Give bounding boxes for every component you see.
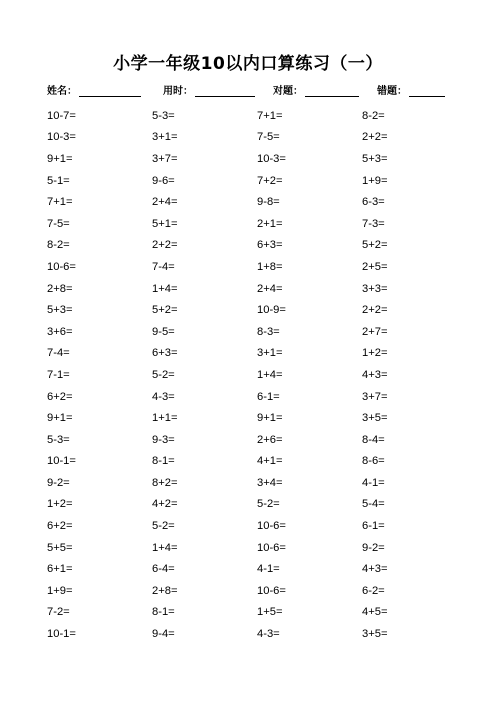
- arithmetic-problem: 5-3=: [152, 109, 175, 122]
- arithmetic-problem: 5-1=: [47, 174, 70, 187]
- arithmetic-problem: 10-6=: [257, 584, 286, 597]
- arithmetic-problem: 10-1=: [47, 628, 76, 641]
- arithmetic-problem: 2+1=: [257, 217, 283, 230]
- arithmetic-problem: 8-2=: [47, 239, 70, 252]
- arithmetic-problem: 9+1=: [47, 152, 73, 165]
- arithmetic-problem: 4-1=: [257, 563, 280, 576]
- arithmetic-problem: 1+2=: [47, 498, 73, 511]
- arithmetic-problem: 1+2=: [362, 347, 388, 360]
- arithmetic-problem: 5+2=: [362, 239, 388, 252]
- arithmetic-problem: 1+1=: [152, 412, 178, 425]
- problem-row: [47, 537, 467, 559]
- arithmetic-problem: 9-2=: [47, 476, 70, 489]
- arithmetic-problem: 6+2=: [47, 390, 73, 403]
- arithmetic-problem: 8-1=: [152, 455, 175, 468]
- arithmetic-problem: 9-6=: [152, 174, 175, 187]
- problem-row: [47, 299, 467, 321]
- name-label: 姓名：: [47, 86, 77, 97]
- problem-row: [47, 580, 467, 602]
- arithmetic-problem: 10-6=: [257, 520, 286, 533]
- arithmetic-problem: 2+8=: [47, 282, 73, 295]
- problem-row: [47, 213, 467, 235]
- arithmetic-problem: 3+7=: [152, 152, 178, 165]
- arithmetic-problem: 10-1=: [47, 455, 76, 468]
- arithmetic-problem: 6+2=: [47, 520, 73, 533]
- arithmetic-problem: 2+2=: [152, 239, 178, 252]
- arithmetic-problem: 1+4=: [152, 541, 178, 554]
- arithmetic-problem: 3+1=: [152, 131, 178, 144]
- arithmetic-problem: 6-4=: [152, 563, 175, 576]
- arithmetic-problem: 4+3=: [362, 563, 388, 576]
- arithmetic-problem: 9-8=: [257, 196, 280, 209]
- arithmetic-problem: 2+8=: [152, 584, 178, 597]
- arithmetic-problem: 7+1=: [257, 109, 283, 122]
- problem-row: [47, 602, 467, 624]
- problem-row: [47, 429, 467, 451]
- arithmetic-problem: 9-5=: [152, 325, 175, 338]
- arithmetic-problem: 4-1=: [362, 476, 385, 489]
- arithmetic-problem: 7-1=: [47, 368, 70, 381]
- arithmetic-problem: 4-3=: [257, 628, 280, 641]
- arithmetic-problem: 9+1=: [47, 412, 73, 425]
- arithmetic-problem: 2+4=: [152, 196, 178, 209]
- arithmetic-problem: 1+9=: [47, 584, 73, 597]
- problem-row: [47, 105, 467, 127]
- arithmetic-problem: 4+3=: [362, 368, 388, 381]
- arithmetic-problem: 10-7=: [47, 109, 76, 122]
- arithmetic-problem: 4-3=: [152, 390, 175, 403]
- problem-row: [47, 623, 467, 645]
- problem-row: [47, 494, 467, 516]
- arithmetic-problem: 5+1=: [152, 217, 178, 230]
- arithmetic-problem: 5-2=: [152, 368, 175, 381]
- arithmetic-problem: 2+2=: [362, 304, 388, 317]
- arithmetic-problem: 3+4=: [257, 476, 283, 489]
- arithmetic-problem: 7-4=: [152, 260, 175, 273]
- arithmetic-problem: 5+3=: [47, 304, 73, 317]
- arithmetic-problem: 5-4=: [362, 498, 385, 511]
- arithmetic-problem: 3+6=: [47, 325, 73, 338]
- arithmetic-problem: 8-2=: [362, 109, 385, 122]
- arithmetic-problem: 4+1=: [257, 455, 283, 468]
- wrong-label: 错题：: [377, 86, 407, 97]
- arithmetic-problem: 3+5=: [362, 412, 388, 425]
- correct-label: 对题：: [273, 86, 303, 97]
- time-field[interactable]: [163, 82, 255, 97]
- problem-row: [47, 235, 467, 257]
- arithmetic-problem: 6-3=: [362, 196, 385, 209]
- problem-row: [47, 321, 467, 343]
- arithmetic-problem: 6-1=: [257, 390, 280, 403]
- arithmetic-problem: 1+4=: [152, 282, 178, 295]
- arithmetic-problem: 4+5=: [362, 606, 388, 619]
- arithmetic-problem: 5+2=: [152, 304, 178, 317]
- arithmetic-problem: 6+3=: [257, 239, 283, 252]
- arithmetic-problem: 3+7=: [362, 390, 388, 403]
- problem-row: [47, 386, 467, 408]
- problem-row: [47, 191, 467, 213]
- wrong-blank-line[interactable]: [409, 85, 445, 97]
- arithmetic-problem: 7+1=: [47, 196, 73, 209]
- arithmetic-problem: 2+4=: [257, 282, 283, 295]
- problem-row: [47, 256, 467, 278]
- problem-grid: [47, 105, 467, 645]
- arithmetic-problem: 3+3=: [362, 282, 388, 295]
- name-blank-line[interactable]: [79, 85, 141, 97]
- arithmetic-problem: 8+2=: [152, 476, 178, 489]
- problem-row: [47, 407, 467, 429]
- arithmetic-problem: 7+2=: [257, 174, 283, 187]
- arithmetic-problem: 2+2=: [362, 131, 388, 144]
- arithmetic-problem: 7-4=: [47, 347, 70, 360]
- problem-row: [47, 127, 467, 149]
- arithmetic-problem: 2+5=: [362, 260, 388, 273]
- arithmetic-problem: 3+5=: [362, 628, 388, 641]
- arithmetic-problem: 8-1=: [152, 606, 175, 619]
- problem-row: [47, 515, 467, 537]
- arithmetic-problem: 8-3=: [257, 325, 280, 338]
- problem-row: [47, 170, 467, 192]
- problem-row: [47, 558, 467, 580]
- name-field[interactable]: [47, 82, 141, 97]
- time-blank-line[interactable]: [195, 85, 255, 97]
- problem-row: [47, 278, 467, 300]
- arithmetic-problem: 2+7=: [362, 325, 388, 338]
- problem-row: [47, 343, 467, 365]
- arithmetic-problem: 7-5=: [47, 217, 70, 230]
- problem-row: [47, 472, 467, 494]
- arithmetic-problem: 10-3=: [47, 131, 76, 144]
- student-info-row: [47, 82, 451, 98]
- arithmetic-problem: 10-6=: [257, 541, 286, 554]
- time-label: 用时：: [163, 86, 193, 97]
- arithmetic-problem: 6+3=: [152, 347, 178, 360]
- arithmetic-problem: 7-2=: [47, 606, 70, 619]
- arithmetic-problem: 6-1=: [362, 520, 385, 533]
- arithmetic-problem: 5+5=: [47, 541, 73, 554]
- arithmetic-problem: 3+1=: [257, 347, 283, 360]
- arithmetic-problem: 6-2=: [362, 584, 385, 597]
- arithmetic-problem: 4+2=: [152, 498, 178, 511]
- arithmetic-problem: 9+1=: [257, 412, 283, 425]
- arithmetic-problem: 10-3=: [257, 152, 286, 165]
- arithmetic-problem: 1+4=: [257, 368, 283, 381]
- problem-row: [47, 148, 467, 170]
- arithmetic-problem: 9-3=: [152, 433, 175, 446]
- arithmetic-problem: 2+6=: [257, 433, 283, 446]
- arithmetic-problem: 5-2=: [257, 498, 280, 511]
- arithmetic-problem: 7-3=: [362, 217, 385, 230]
- page-title: 小学一年级10以内口算练习（一）: [113, 54, 383, 74]
- arithmetic-problem: 7-5=: [257, 131, 280, 144]
- arithmetic-problem: 8-6=: [362, 455, 385, 468]
- arithmetic-problem: 1+9=: [362, 174, 388, 187]
- correct-field[interactable]: [273, 82, 359, 97]
- arithmetic-problem: 6+1=: [47, 563, 73, 576]
- correct-blank-line[interactable]: [305, 85, 359, 97]
- arithmetic-problem: 9-4=: [152, 628, 175, 641]
- wrong-field[interactable]: [377, 82, 445, 97]
- arithmetic-problem: 5+3=: [362, 152, 388, 165]
- arithmetic-problem: 10-9=: [257, 304, 286, 317]
- arithmetic-problem: 10-6=: [47, 260, 76, 273]
- problem-row: [47, 364, 467, 386]
- arithmetic-problem: 8-4=: [362, 433, 385, 446]
- problem-row: [47, 451, 467, 473]
- arithmetic-problem: 1+8=: [257, 260, 283, 273]
- arithmetic-problem: 9-2=: [362, 541, 385, 554]
- arithmetic-problem: 1+5=: [257, 606, 283, 619]
- arithmetic-problem: 5-3=: [47, 433, 70, 446]
- arithmetic-problem: 5-2=: [152, 520, 175, 533]
